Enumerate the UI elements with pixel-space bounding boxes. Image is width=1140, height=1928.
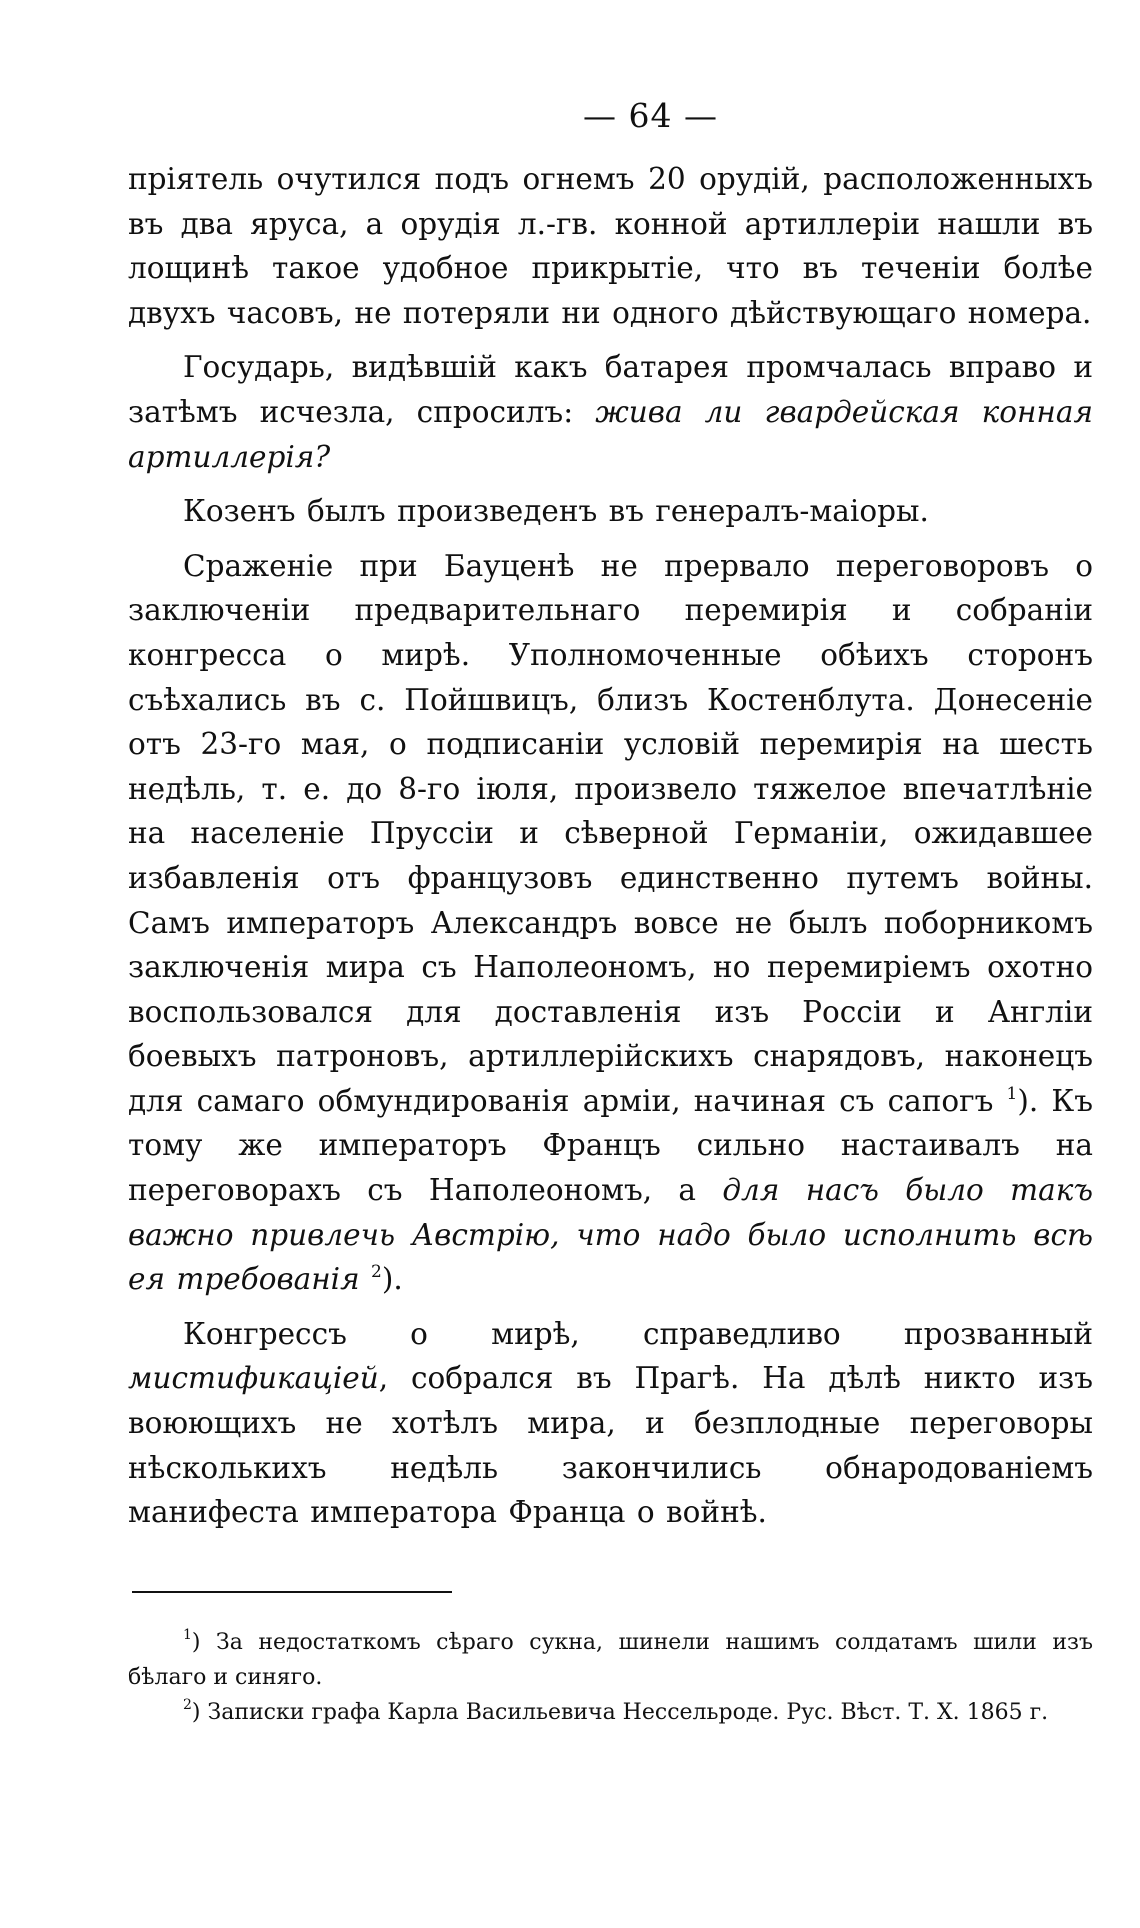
footnote-2-mark: 2 xyxy=(183,1696,192,1713)
paragraph-3-text: Козенъ былъ произведенъ въ генералъ-маіоры. xyxy=(183,494,929,529)
paragraph-5-italic: мистификаціей xyxy=(128,1361,379,1396)
paragraph-4-italic: для насъ было такъ важно привлечь Австрію, что надо было исполнить всѣ ея требованія xyxy=(128,1173,1093,1297)
footnote-divider xyxy=(132,1591,452,1593)
footnote-1 xyxy=(128,1625,1093,1695)
paragraph-5 xyxy=(128,1312,1093,1535)
footnote-1-mark: 1 xyxy=(183,1626,192,1643)
page-number: — 64 — xyxy=(583,96,718,135)
footnote-1-text: ) За недостаткомъ сѣраго сукна, шинели нашимъ солдатамъ шили изъ бѣлаго и синяго. xyxy=(128,1629,1093,1690)
paragraph-5-text: Конгрессъ о мирѣ, справедливо прозванный xyxy=(183,1316,1093,1351)
paragraph-2-text: Государь, видѣвшій какъ батарея промчалась вправо и затѣмъ исчезла, спросилъ: xyxy=(128,350,1093,429)
paragraph-4-end: ). xyxy=(381,1262,403,1297)
paragraph-1-text: пріятель очутился подъ огнемъ 20 орудій, расположенныхъ въ два яруса, а орудія л.-гв. конной артиллеріи нашли въ лощинѣ такое удобное прикрытіе, что въ теченіи болѣе двухъ часовъ, не потеряли ни одного дѣйствующаго номера. xyxy=(128,162,1093,330)
paragraph-3 xyxy=(128,489,1093,534)
paragraph-1 xyxy=(128,157,1093,335)
footnote-ref-1[interactable]: 1 xyxy=(1006,1083,1018,1104)
paragraph-2-italic: жива ли гвардейская конная артиллерія? xyxy=(128,394,1093,474)
book-page xyxy=(128,96,1093,1730)
footnote-2 xyxy=(128,1695,1093,1730)
paragraph-5-text-2: , собрался въ Прагѣ. На дѣлѣ никто изъ воюющихъ не хотѣлъ мира, и безплодные переговоры нѣсколькихъ недѣль закончились обнародованіемъ манифеста императора Франца о войнѣ. xyxy=(128,1361,1093,1530)
footnote-ref-2[interactable]: 2 xyxy=(371,1262,382,1283)
paragraph-4-text: Сраженіе при Бауценѣ не прервало переговоровъ о заключеніи предварительнаго перемирія и собраніи конгресса о мирѣ. Уполномоченные обѣихъ сторонъ съѣхались въ с. Пойшвицъ, близъ Костенблута. Донесеніе отъ 23-го мая, о подписаніи условій перемирія на шесть недѣль, т. е. до 8-го іюля, произвело тяжелое впечатлѣніе на населеніе Пруссіи и сѣверной Германіи, ожидавшее избавленія отъ французовъ единственно путемъ войны. Самъ императоръ Александръ вовсе не былъ поборникомъ заключенія мира съ Наполеономъ, но перемиріемъ охотно воспользовался для доставленія изъ Россіи и Англіи боевыхъ патроновъ, артиллерійскихъ снарядовъ, наконецъ для самаго обмундированія арміи, начиная съ сапогъ xyxy=(128,548,1093,1118)
paragraph-4-text-2: ). Къ тому же императоръ Францъ сильно настаивалъ на переговорахъ съ Наполеономъ, а xyxy=(128,1083,1093,1208)
paragraph-4 xyxy=(128,544,1093,1302)
paragraph-2 xyxy=(128,345,1093,479)
footnote-2-text: ) Записки графа Карла Васильевича Нессельроде. Рус. Вѣст. Т. X. 1865 г. xyxy=(191,1699,1049,1725)
